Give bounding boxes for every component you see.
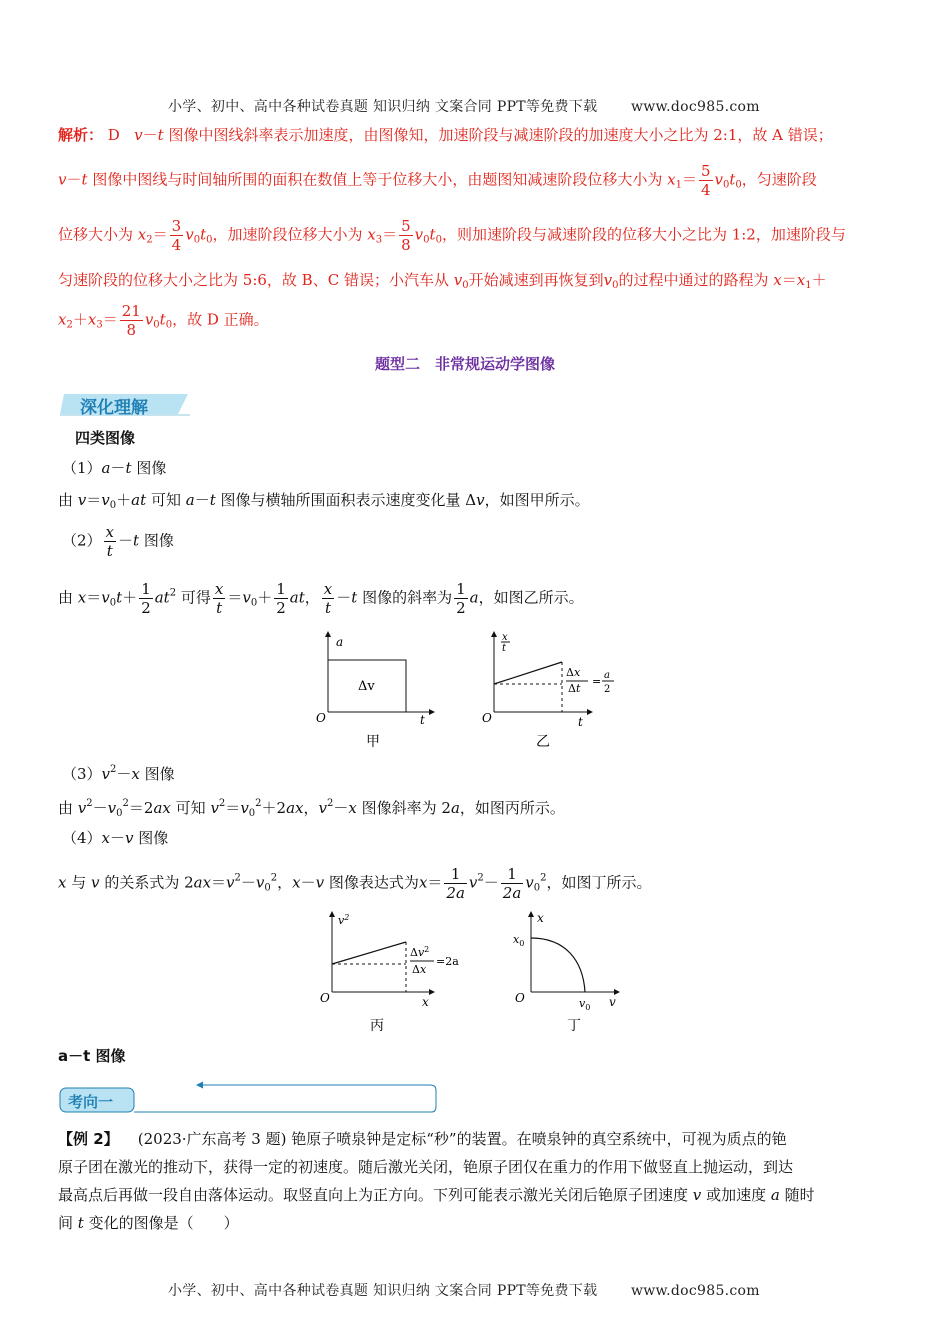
svg-text:2: 2: [604, 684, 611, 695]
svg-text:x0: $x_0$: [513, 933, 525, 948]
figure-yi: [482, 630, 642, 750]
svg-text:x: x: [502, 632, 508, 643]
item-3-body: 由 $v^2-v_0^2=2ax$ 可知 $v^2=v_0^2+2ax$，$v^2-x$ 图像斜率为 2a，如图丙所示。: [58, 798, 565, 819]
analysis-text: 匀速阶段的位移大小之比为 5:6，故 B、C 错误；小汽车从: [58, 271, 449, 289]
deep-badge-label: 深化理解: [80, 398, 148, 418]
analysis-answer: D: [107, 126, 120, 144]
header-text: 小学、初中、高中各种试卷真题 知识归纳 文案合同 PPT等免费下载: [168, 99, 598, 115]
axis-label: v: [609, 995, 616, 1009]
analysis-line-1: 解析： D v－t 图像中图线斜率表示加速度，由图像知，加速阶段与减速阶段的加速度大小之比为 2:1，故 A 错误；: [58, 126, 833, 144]
deep-badge: [60, 392, 190, 416]
analysis-text: ，匀速阶段: [741, 170, 817, 189]
svg-text:Δx: Δx: [566, 666, 581, 679]
figure-bing: [320, 910, 480, 1035]
axis-label: t: [578, 715, 583, 729]
header-url: www.doc985.com: [630, 99, 760, 115]
axis-label: x: [537, 911, 544, 925]
figure-jia: [316, 630, 440, 750]
axis-label: x: [422, 995, 429, 1009]
svg-text:v2: $v^2$: [338, 913, 350, 927]
analysis-text: 图像中图线与时间轴所围的面积在数值上等于位移大小，由题图知减速阶段位移大小为: [92, 170, 663, 189]
at-title: a－t 图像: [58, 1047, 126, 1065]
svg-text:a: a: [604, 670, 610, 681]
analysis-label: 解析：: [58, 126, 104, 144]
analysis-text: 位移大小为: [58, 225, 134, 244]
item-4-body: x 与 v 的关系式为 $2ax=v^2-v_0^2$，x－v 图像表达式为x＝ $\frac{1}{2a}$ $v^2-$ $\frac{1}{2a}$ $v_0^2$，如图丁所示。: [58, 865, 652, 902]
example-label: 【例 2】: [58, 1130, 119, 1148]
fraction: $\frac{5}{4}$: [700, 162, 711, 199]
axis-label: a: [336, 635, 344, 649]
analysis-line-4: 匀速阶段的位移大小之比为 5:6，故 B、C 错误；小汽车从 $v_0$开始减速到再恢复到$v_0$的过程中通过的路程为 $x=x_1+$: [58, 271, 827, 291]
section-title: 题型二 非常规运动学图像: [375, 355, 556, 373]
figure-caption: 乙: [536, 734, 550, 750]
figure-caption: 丙: [370, 1018, 384, 1034]
analysis-text: 开始减速到再恢复到: [468, 271, 604, 289]
analysis-text: ，加速阶段位移大小为: [212, 225, 363, 244]
analysis-text: ，则加速阶段与减速阶段的位移大小之比为 1:2，加速阶段与: [441, 225, 846, 244]
origin-label: O: [482, 711, 492, 725]
page-header: [168, 96, 760, 116]
origin-label: O: [316, 711, 326, 725]
analysis-line-3: 位移大小为 $x_2=$ $\frac{3}{4}$ $v_0t_0$，加速阶段位移大小为 $x_3=$ $\frac{5}{8}$ $v_0t_0$，则加速阶段与减速阶段的位移大小之比为 1:2，加速阶段与: [58, 217, 846, 254]
kao-badge-shape: [58, 1080, 440, 1116]
svg-text:Δx: Δx: [412, 963, 427, 976]
page-footer: [168, 1280, 760, 1300]
svg-text:=: =: [592, 675, 602, 688]
axis-label: t: [420, 713, 425, 727]
svg-text:v0: $v_0$: [579, 997, 591, 1012]
item-2-body: 由 $x=v_0t+$ $\frac{1}{2}$ $at^2$ 可得 $\frac{x}{t}$ $=v_0+$ $\frac{1}{2}$ at， $\frac{x}{t}$ －t 图像的斜率为 $\frac{1}{2}$ a，如图乙所示。: [58, 580, 584, 617]
figure-caption: 甲: [366, 734, 380, 750]
analysis-line-5: $x_2+x_3=$ $\frac{21}{8}$ $v_0t_0$，故 D 正确。: [58, 302, 269, 339]
item-1-body: 由 $v=v_0+at$ 可知 a－t 图像与横轴所围面积表示速度变化量 Δv，如图甲所示。: [58, 491, 590, 511]
figure-ding: [505, 910, 635, 1035]
footer-text: 小学、初中、高中各种试卷真题 知识归纳 文案合同 PPT等免费下载: [168, 1283, 598, 1299]
kao-badge: [58, 1080, 440, 1116]
fraction: $\frac{5}{8}$: [401, 217, 411, 254]
analysis-text: 图像中图线斜率表示加速度，由图像知，加速阶段与减速阶段的加速度大小之比为 2:1，故 A 错误；: [168, 126, 833, 144]
item-1-heading: （1）a－t 图像: [62, 459, 167, 477]
kao-badge-label: 考向一: [68, 1093, 114, 1111]
four-types-title: 四类图像: [75, 429, 136, 447]
item-2-heading: （2） $\frac{x}{t}$ －t 图像: [62, 523, 174, 560]
area-label: Δv: [358, 679, 375, 694]
svg-text:Δv2: $\Delta v^2$: [410, 945, 430, 959]
fraction: $\frac{3}{4}$: [171, 217, 182, 254]
slope-label: =2a: [436, 955, 459, 968]
item-3-heading: $(3)v^2-x$ 图像: [62, 764, 175, 783]
item-4-heading: （4）x－v 图像: [62, 829, 169, 847]
example-source: (2023·广东高考 3 题): [137, 1130, 287, 1148]
fraction: $\frac{21}{8}$: [121, 302, 141, 339]
analysis-text: ，故 D 正确。: [172, 310, 269, 329]
svg-text:Δt: Δt: [568, 682, 581, 695]
analysis-line-2: v－t 图像中图线与时间轴所围的面积在数值上等于位移大小，由题图知减速阶段位移大小为 $x_1=$ $\frac{5}{4}$ $v_0t_0$，匀速阶段: [58, 162, 817, 199]
origin-label: O: [320, 991, 330, 1005]
figure-caption: 丁: [567, 1018, 581, 1034]
footer-url: www.doc985.com: [630, 1283, 760, 1299]
example-block: 【例 2】 (2023·广东高考 3 题) 铯原子喷泉钟是定标“秒”的装置。在喷泉钟的真空系统中，可视为质点的铯 原子团在激光的推动下，获得一定的初速度。随后激光关闭，铯原子团仅在重力的作用下做竖直上抛运动，到达 最高点后再做一段自由落体运动。取竖直向上为正方向。下列可能表示激光关闭后铯原子团速度 v 或加速度 a 随时 间 t 变化的图像是（ ）: [58, 1130, 815, 1232]
analysis-text: 的过程中通过的路程为: [618, 271, 769, 289]
svg-text:t: t: [502, 643, 507, 654]
origin-label: O: [515, 991, 525, 1005]
